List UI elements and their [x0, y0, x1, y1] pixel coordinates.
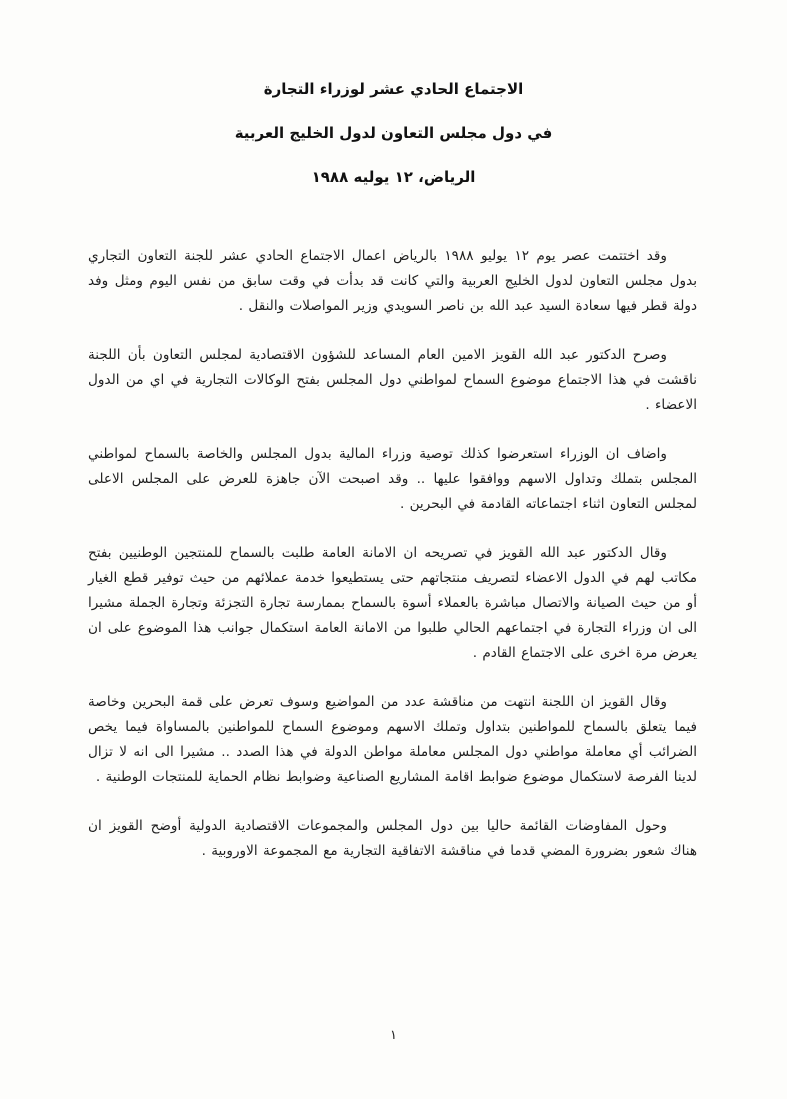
paragraph-5: وقال القويز ان اللجنة انتهت من مناقشة عدد من المواضيع وسوف تعرض على قمة البحرين وخاصة فيما يتعلق بالسماح للمواطنين بتداول وتملك الاسهم وموضوع السماح للمواطنين بالمساواة فيما يخص الضرائب أي معاملة مواطني دول المجلس معاملة مواطن الدولة في هذا الصدد .. مشيرا الى انه لا تزال لدينا الفرصة لاستكمال موضوع ضوابط اقامة المشاريع الصناعية وضوابط نظام الحماية للمنتجات الوطنية . [88, 694, 697, 785]
document-date-line: الرياض، ١٢ يوليه ١٩٨٨ [311, 168, 476, 186]
document-body [88, 244, 697, 864]
page-footer [0, 1024, 787, 1043]
document-header [0, 0, 787, 186]
paragraph-3: واضاف ان الوزراء استعرضوا كذلك توصية وزراء المالية بدول المجلس والخاصة بالسماح لمواطني المجلس بتملك وتداول الاسهم ووافقوا عليها .. وقد اصبحت الآن جاهزة للعرض على المجلس الاعلى لمجلس التعاون اثناء اجتماعاته القادمة في البحرين . [88, 446, 697, 512]
paragraph-4: وقال الدكتور عبد الله القويز في تصريحه ان الامانة العامة طلبت بالسماح للمنتجين الوطنيين بفتح مكاتب لهم في الدول الاعضاء لتصريف منتجاتهم حتى يستطيعوا خدمة عملائهم من حيث توفير قطع الغيار أو من حيث الصيانة والاتصال مباشرة بالعملاء أسوة بالسماح بممارسة تجارة التجزئة وتجارة الجملة مشيرا الى ان وزراء التجارة في اجتماعهم الحالي طلبوا من الامانة العامة استكمال جوانب هذا الموضوع على ان يعرض مرة اخرى على الاجتماع القادم . [88, 545, 697, 661]
paragraph-2: وصرح الدكتور عبد الله القويز الامين العام المساعد للشؤون الاقتصادية لمجلس التعاون بأن اللجنة ناقشت في هذا الاجتماع موضوع السماح لمواطني دول المجلس بفتح الوكالات التجارية في اي من الدول الاعضاء . [88, 347, 697, 413]
page-number: ١ [390, 1028, 397, 1043]
document-title-line-2: في دول مجلس التعاون لدول الخليج العربية [234, 124, 553, 142]
paragraph-6: وحول المفاوضات القائمة حاليا بين دول المجلس والمجموعات الاقتصادية الدولية أوضح القويز ان هناك شعور بضرورة المضي قدما في مناقشة الاتفاقية التجارية مع المجموعة الاوروبية . [88, 818, 697, 859]
document-title-line-1: الاجتماع الحادي عشر لوزراء التجارة [263, 80, 524, 98]
paragraph-1: وقد اختتمت عصر يوم ١٢ يوليو ١٩٨٨ بالرياض اعمال الاجتماع الحادي عشر للجنة التعاون التجاري بدول مجلس التعاون لدول الخليج العربية والتي كانت قد بدأت في وقت سابق من نفس اليوم ومثل وفد دولة قطر فيها سعادة السيد عبد الله بن ناصر السويدي وزير المواصلات والنقل . [88, 248, 697, 314]
